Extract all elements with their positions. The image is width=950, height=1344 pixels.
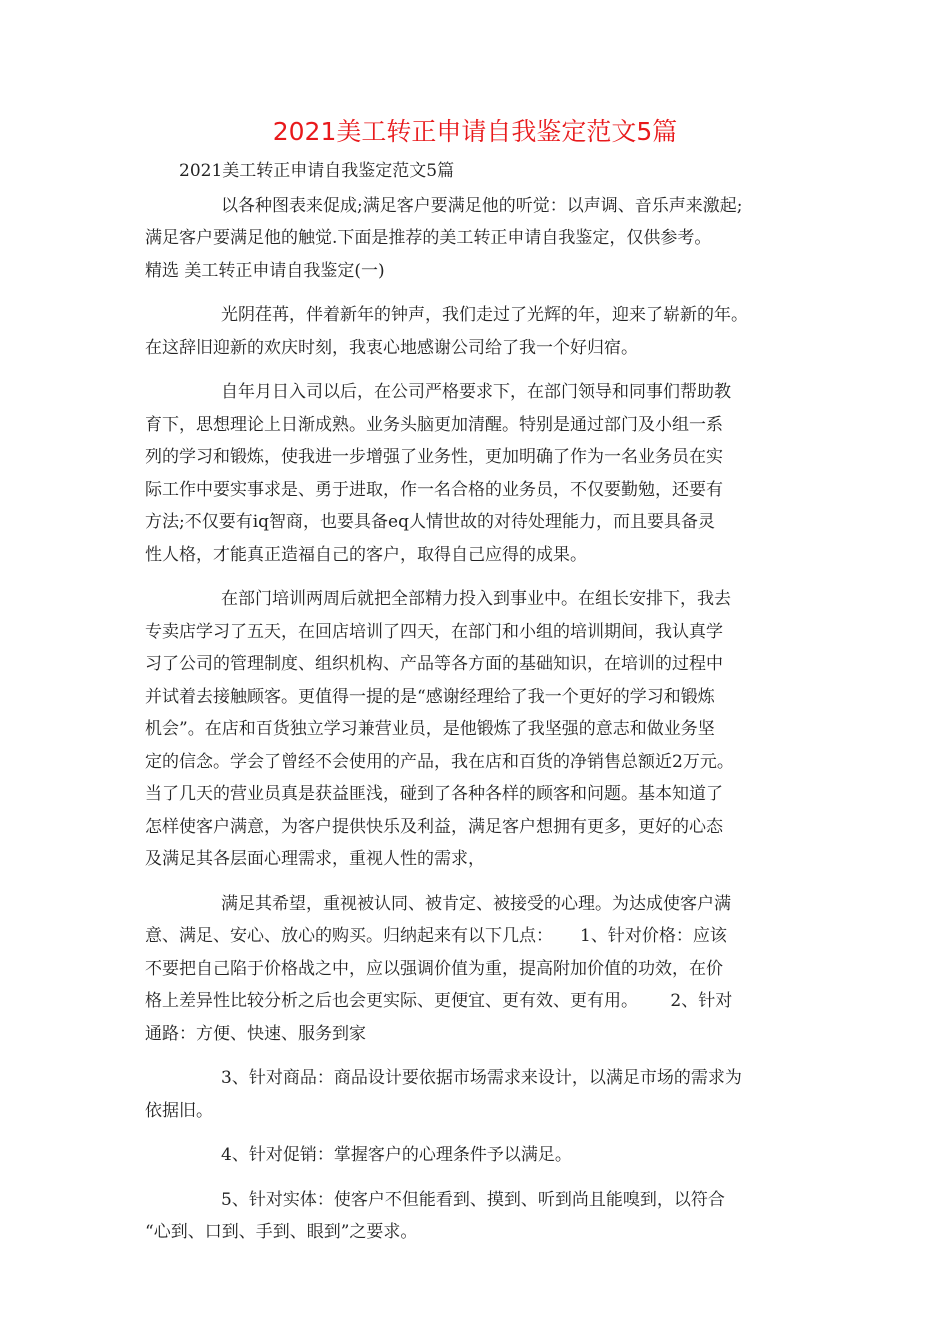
document-subtitle: 2021美工转正申请自我鉴定范文5篇: [179, 161, 455, 181]
text-line: 机会”。在店和百货独立学习兼营业员，是他锻炼了我坚强的意志和做业务坚: [145, 719, 715, 739]
text-line: 定的信念。学会了曾经不会使用的产品，我在店和百货的净销售总额近2万元。: [145, 751, 734, 772]
paragraph-5: [145, 1062, 810, 1127]
text-line: 以各种图表来促成;满足客户要满足他的听觉：以声调、音乐声来激起;: [221, 195, 743, 216]
paragraph-4: [145, 888, 810, 1051]
document-body: [145, 155, 810, 1249]
text-line: 5、针对实体：使客户不但能看到、摸到、听到尚且能嗅到，以符合: [221, 1189, 725, 1210]
text-line: 不要把自己陷于价格战之中，应以强调价值为重，提高附加价值的功效，在价: [145, 958, 723, 979]
paragraph-3: [145, 583, 810, 876]
intro-paragraph: [145, 190, 810, 288]
text-line: 习了公司的管理制度、组织机构、产品等各方面的基础知识，在培训的过程中: [145, 654, 723, 674]
text-line: 当了几天的营业员真是获益匪浅，碰到了各种各样的顾客和问题。基本知道了: [145, 784, 723, 804]
text-line: 满足其希望，重视被认同、被肯定、被接受的心理。为达成使客户满: [221, 893, 731, 914]
text-line: 列的学习和锻炼，使我进一步增强了业务性，更加明确了作为一名业务员在实: [145, 447, 723, 467]
text-line: 格上差异性比较分析之后也会更实际、更便宜、更有效、更有用。 2、针对: [145, 991, 733, 1011]
text-line: 光阴荏苒，伴着新年的钟声，我们走过了光辉的年，迎来了崭新的年。: [221, 305, 748, 325]
section-heading: 精选 美工转正申请自我鉴定(一): [145, 260, 385, 281]
text-line: 并试着去接触顾客。更值得一提的是“感谢经理给了我一个更好的学习和锻炼: [145, 686, 715, 707]
paragraph-2: [145, 376, 810, 571]
text-line: 及满足其各层面心理需求，重视人性的需求，: [145, 849, 485, 869]
text-line: 3、针对商品：商品设计要依据市场需求来设计，以满足市场的需求为: [221, 1068, 742, 1088]
text-line: 依据旧。: [145, 1100, 213, 1121]
text-line: 通路：方便、快速、服务到家: [145, 1023, 366, 1044]
text-line: 在这辞旧迎新的欢庆时刻，我衷心地感谢公司给了我一个好归宿。: [145, 337, 638, 358]
text-line: 满足客户要满足他的触觉.下面是推荐的美工转正申请自我鉴定，仅供参考。: [145, 228, 712, 248]
text-line: 性人格，才能真正造福自己的客户，取得自己应得的成果。: [145, 544, 587, 565]
text-line: 育下，思想理论上日渐成熟。业务头脑更加清醒。特别是通过部门及小组一系: [145, 414, 723, 435]
text-line: 意、满足、安心、放心的购买。归纳起来有以下几点： 1、针对价格：应该: [145, 926, 727, 946]
text-line: 方法;不仅要有iq智商，也要具备eq人情世故的对待处理能力，而且要具备灵: [145, 512, 715, 532]
text-line: “心到、口到、手到、眼到”之要求。: [145, 1222, 418, 1242]
document-title: 2021美工转正申请自我鉴定范文5篇: [272, 117, 678, 146]
paragraph-1: [145, 299, 810, 364]
text-line: 在部门培训两周后就把全部精力投入到事业中。在组长安排下，我去: [221, 589, 731, 609]
text-line: 4、针对促销：掌握客户的心理条件予以满足。: [221, 1145, 572, 1165]
text-line: 自年月日入司以后，在公司严格要求下，在部门领导和同事们帮助教: [221, 382, 731, 402]
text-line: 专卖店学习了五天，在回店培训了四天，在部门和小组的培训期间，我认真学: [145, 621, 723, 642]
text-line: 怎样使客户满意，为客户提供快乐及利益，满足客户想拥有更多，更好的心态: [145, 816, 723, 837]
text-line: 际工作中要实事求是、勇于进取，作一名合格的业务员，不仅要勤勉，还要有: [145, 479, 723, 500]
paragraph-7: [145, 1184, 810, 1249]
paragraph-6: [145, 1139, 810, 1172]
